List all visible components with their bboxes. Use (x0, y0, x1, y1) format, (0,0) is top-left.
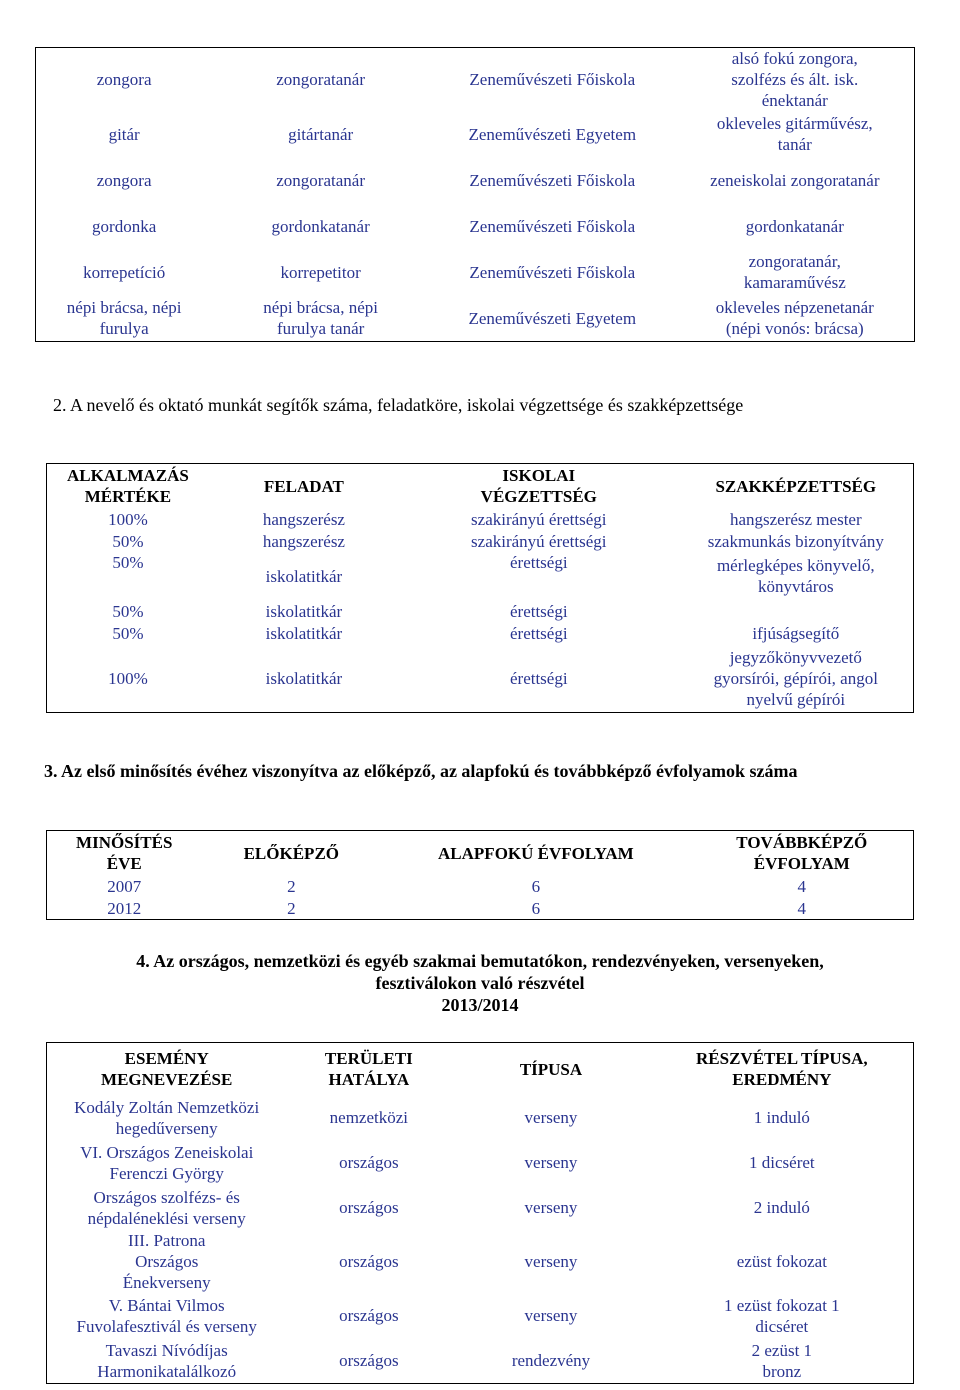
column-header: SZAKKÉPZETTSÉG (715, 476, 877, 496)
staff-table (46, 463, 914, 713)
table-cell: verseny (524, 1153, 578, 1172)
table-cell: 1 dicséret (749, 1153, 815, 1172)
table-cell: 2 (287, 876, 296, 896)
table-cell: zongora (96, 70, 152, 89)
table-cell: hangszerész mester (729, 509, 862, 529)
table-cell: zongoratanár, kamaraművész (743, 252, 846, 292)
table-row (47, 875, 914, 897)
table-cell: rendezvény (511, 1351, 591, 1370)
table-cell: 4 (797, 898, 807, 918)
table-cell: zeneiskolai zongoratanár (710, 170, 880, 190)
table-row (47, 1095, 914, 1140)
table-cell: országos (339, 1351, 399, 1370)
table-cell: érettségi (509, 668, 568, 688)
table-row (36, 48, 915, 112)
column-header: ALAPFOKÚ ÉVFOLYAM (438, 843, 634, 863)
table-row (47, 1230, 914, 1293)
table-cell: jegyzőkönyvvezető gyorsírói, gépírói, angol nyelvű gépírói (713, 647, 878, 709)
table-cell: Zeneművészeti Főiskola (469, 170, 636, 190)
table-cell: 100% (108, 509, 148, 529)
table-cell: szakirányú érettségi (471, 509, 607, 529)
table-header-row (47, 464, 914, 509)
table-cell: Zeneművészeti Egyetem (468, 308, 637, 328)
table-cell: 1 induló (753, 1108, 810, 1127)
qualifications-table (35, 47, 915, 342)
table-cell: hangszerész (262, 531, 345, 551)
table-row (47, 508, 914, 530)
table-cell: országos (339, 1153, 399, 1172)
table-cell: 2 ezüst 1 bronz (751, 1340, 813, 1381)
table-cell: szakmunkás bizonyítvány (707, 531, 884, 551)
table-cell: hangszerész (262, 509, 345, 529)
table-cell: korrepetitor (280, 262, 361, 282)
table-cell: zongoratanár (276, 170, 365, 190)
table-cell: gordonkatanár (271, 216, 370, 236)
table-row (47, 1140, 914, 1185)
table-cell: Országos szolfézs- és népdaléneklési verseny (87, 1187, 246, 1228)
column-header: ESEMÉNY MEGNEVEZÉSE (101, 1049, 233, 1089)
table-cell: zongora (96, 170, 152, 190)
table-cell: iskolatitkár (265, 623, 343, 643)
table-cell: népi brácsa, népi furulya (66, 298, 182, 338)
table-cell: V. Bántai Vilmos Fuvolafesztivál és verseny (76, 1295, 257, 1336)
table-row (36, 295, 915, 342)
table-row (47, 1185, 914, 1230)
table-cell: 50% (112, 531, 144, 551)
section-2-title: 2. A nevelő és oktató munkát segítők száma, feladatköre, iskolai végzettsége és szakképzettsége (53, 395, 744, 415)
table-cell: iskolatitkár (265, 668, 343, 688)
column-header: TÍPUSA (519, 1059, 583, 1079)
table-cell: népi brácsa, népi furulya tanár (263, 298, 378, 338)
table-row (47, 644, 914, 713)
table-cell: 2 (287, 898, 296, 918)
table-cell: 2 induló (753, 1198, 810, 1217)
table-cell: gitártanár (288, 124, 354, 144)
table-cell (679, 600, 914, 622)
table-cell: érettségi (509, 623, 568, 643)
table-cell: Zeneművészeti Egyetem (468, 124, 637, 144)
table-cell: országos (339, 1198, 399, 1217)
table-cell: okleveles gitárművész, tanár (716, 114, 873, 154)
section-4-title (46, 950, 914, 1016)
table-cell: nemzetközi (329, 1108, 409, 1127)
table-cell: iskolatitkár (265, 566, 343, 586)
table-row (47, 552, 914, 600)
section-4-title-line-3: 2013/2014 (441, 995, 519, 1015)
table-cell: szakirányú érettségi (471, 531, 607, 551)
table-row (47, 530, 914, 552)
section-4-title-line-2: fesztiválokon való részvétel (375, 973, 585, 993)
events-table (46, 1042, 914, 1384)
table-cell: verseny (524, 1252, 578, 1271)
table-cell: országos (339, 1252, 399, 1271)
column-header: RÉSZVÉTEL TÍPUSA, EREDMÉNY (696, 1049, 868, 1089)
table-cell: ezüst fokozat (736, 1252, 827, 1271)
section-3-title: 3. Az első minősítés évéhez viszonyítva az előképző, az alapfokú és továbbképző évfolyamok száma (44, 761, 798, 781)
table-cell: iskolatitkár (265, 601, 343, 621)
table-cell: gitár (108, 124, 140, 144)
table-cell: 2007 (107, 876, 142, 896)
table-cell: okleveles népzenetanár (népi vonós: brácsa) (715, 298, 874, 338)
table-cell: verseny (524, 1198, 578, 1217)
table-cell: 1 ezüst fokozat 1 dicséret (724, 1295, 840, 1336)
column-header: MINŐSÍTÉS ÉVE (76, 833, 173, 873)
table-row (36, 111, 915, 157)
table-cell: Zeneművészeti Főiskola (469, 216, 636, 236)
table-cell: ifjúságsegítő (752, 623, 840, 643)
table-header-row (47, 1043, 914, 1096)
table-cell: 6 (531, 898, 541, 918)
table-cell: III. Patrona Országos Énekverseny (122, 1231, 211, 1292)
table-cell: zongoratanár (276, 70, 365, 89)
table-cell: 50% (112, 601, 144, 621)
table-cell: országos (339, 1306, 399, 1325)
column-header: ISKOLAI VÉGZETTSÉG (480, 466, 597, 506)
table-cell: Zeneművészeti Főiskola (469, 70, 636, 89)
table-row (47, 1293, 914, 1338)
table-cell: 100% (108, 668, 148, 688)
column-header: TOVÁBBKÉPZŐ ÉVFOLYAM (736, 833, 868, 873)
section-4-title-line-1: 4. Az országos, nemzetközi és egyéb szakmai bemutatókon, rendezvényeken, versenyeken, (136, 951, 824, 971)
table-cell: 50% (112, 623, 144, 643)
table-header-row (47, 831, 914, 876)
table-cell: korrepetíció (83, 262, 166, 282)
table-cell: alsó fokú zongora, szolfézs és ált. isk. énektanár (731, 49, 859, 110)
table-row (47, 622, 914, 644)
table-row (47, 1338, 914, 1384)
table-cell: 50% (112, 553, 144, 572)
table-cell: Zeneművészeti Főiskola (469, 262, 636, 282)
table-row (36, 249, 915, 295)
table-cell: verseny (524, 1108, 578, 1127)
table-cell: 6 (531, 876, 541, 896)
table-row (36, 203, 915, 249)
table-cell: verseny (524, 1306, 578, 1325)
table-cell: VI. Országos Zeneiskolai Ferenczi György (80, 1142, 254, 1183)
table-row (36, 157, 915, 203)
table-cell: mérlegképes könyvelő, könyvtáros (716, 556, 875, 596)
table-cell: gordonka (92, 216, 157, 236)
table-cell: Kodály Zoltán Nemzetközi hegedűverseny (74, 1097, 260, 1138)
table-cell: 4 (797, 876, 807, 896)
table-cell: Tavaszi Nívódíjas Harmonikatalálkozó (97, 1340, 237, 1381)
column-header: FELADAT (263, 476, 344, 496)
column-header: ELŐKÉPZŐ (243, 843, 340, 863)
column-header: TERÜLETI HATÁLYA (324, 1049, 413, 1089)
table-row (47, 897, 914, 920)
qualifications-table-body (36, 48, 915, 342)
grades-table (46, 830, 914, 920)
column-header: ALKALMAZÁS MÉRTÉKE (67, 466, 189, 506)
table-cell: érettségi (509, 553, 568, 572)
table-cell: érettségi (509, 601, 568, 621)
table-row (47, 600, 914, 622)
table-cell: gordonkatanár (745, 216, 844, 236)
table-cell: 2012 (107, 898, 142, 918)
